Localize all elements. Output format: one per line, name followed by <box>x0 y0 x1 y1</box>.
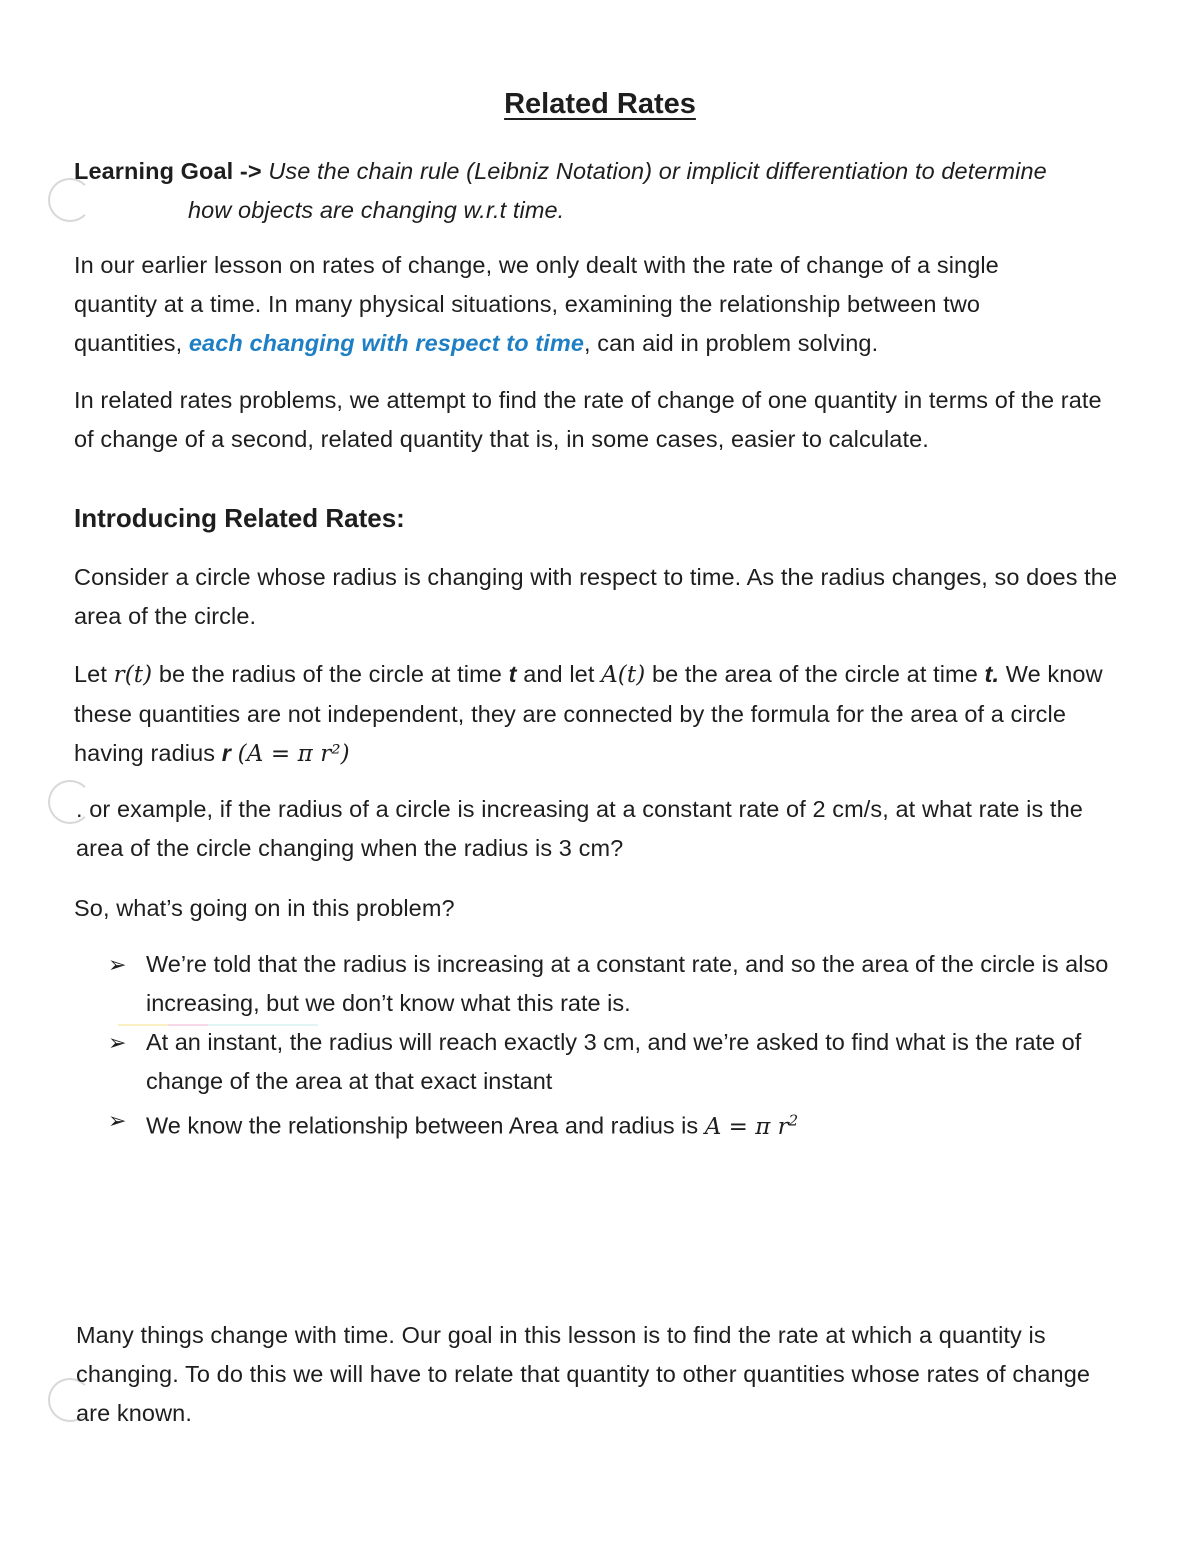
list-item: ➢ At an instant, the radius will reach exactly 3 cm, and we’re asked to find what is the rate of change of the area at that exact instant <box>108 1023 1138 1101</box>
math-area-formula: (A = π r²) <box>237 741 350 767</box>
list-item: ➢ We know the relationship between Area and radius is A = π $r^2$ <box>108 1101 1138 1147</box>
page-title: Related Rates <box>504 88 696 120</box>
circle-paragraph: Consider a circle whose radius is changing with respect to time. As the radius changes, so does the area of the circle. <box>74 564 1118 629</box>
list-item: ➢ We’re told that the radius is increasing at a constant rate, and so the area of the circle is also increasing, but we don’t know what this rate is. <box>108 945 1138 1023</box>
arrow-bullet-icon: ➢ <box>108 952 127 977</box>
closing-paragraph: Many things change with time. Our goal in this lesson is to find the rate at which a quantity is changing. To do this we will have to relate that quantity to other quantities whose rates of change are known. <box>76 1322 1091 1426</box>
learning-goal <box>74 152 1134 230</box>
arrow-bullet-icon: ➢ <box>108 1108 127 1133</box>
math-a-of-t: A(t) <box>601 662 646 688</box>
math-area-relationship: A = π $r^2$ <box>704 1111 799 1140</box>
section-heading: Introducing Related Rates: <box>74 503 405 533</box>
intro-paragraph-tail: , can aid in problem solving. <box>584 330 879 356</box>
intro-paragraph-lead: In our earlier lesson on rates of change, we only dealt with the rate of change of a single quantity at a time. In many physical situations, examining the relationship between two quantities, <box>74 252 999 356</box>
learning-goal-label: Learning Goal -> <box>74 158 262 184</box>
highlighted-phrase: each changing with respect to time <box>188 330 585 356</box>
example-paragraph: . or example, if the radius of a circle is increasing at a constant rate of 2 cm/s, at what rate is the area of the circle changing when the radius is 3 cm? <box>76 796 1083 861</box>
learning-goal-text-line1: Use the chain rule (Leibniz Notation) or implicit differentiation to determine <box>268 158 1047 184</box>
variables-paragraph: Let r(t) be the radius of the circle at time t and let A(t) be the area of the circle at time t. We know these quantities are not independent, they are connected by the formula for the area of a circle having radius r (A = π r²) <box>74 661 1103 767</box>
learning-goal-text-line2: how objects are changing w.r.t time. <box>188 197 565 223</box>
arrow-bullet-icon: ➢ <box>108 1030 127 1055</box>
question-paragraph: So, what’s going on in this problem? <box>74 895 455 921</box>
math-r-of-t: r(t) <box>113 662 153 688</box>
intro-paragraph <box>74 246 1084 363</box>
related-rates-definition: In related rates problems, we attempt to find the rate of change of one quantity in terms of the rate of change of a second, related quantity that is, in some cases, easier to calculate. <box>74 387 1102 452</box>
bullet-list <box>108 945 1138 1147</box>
scan-artifact-line <box>118 1024 318 1026</box>
